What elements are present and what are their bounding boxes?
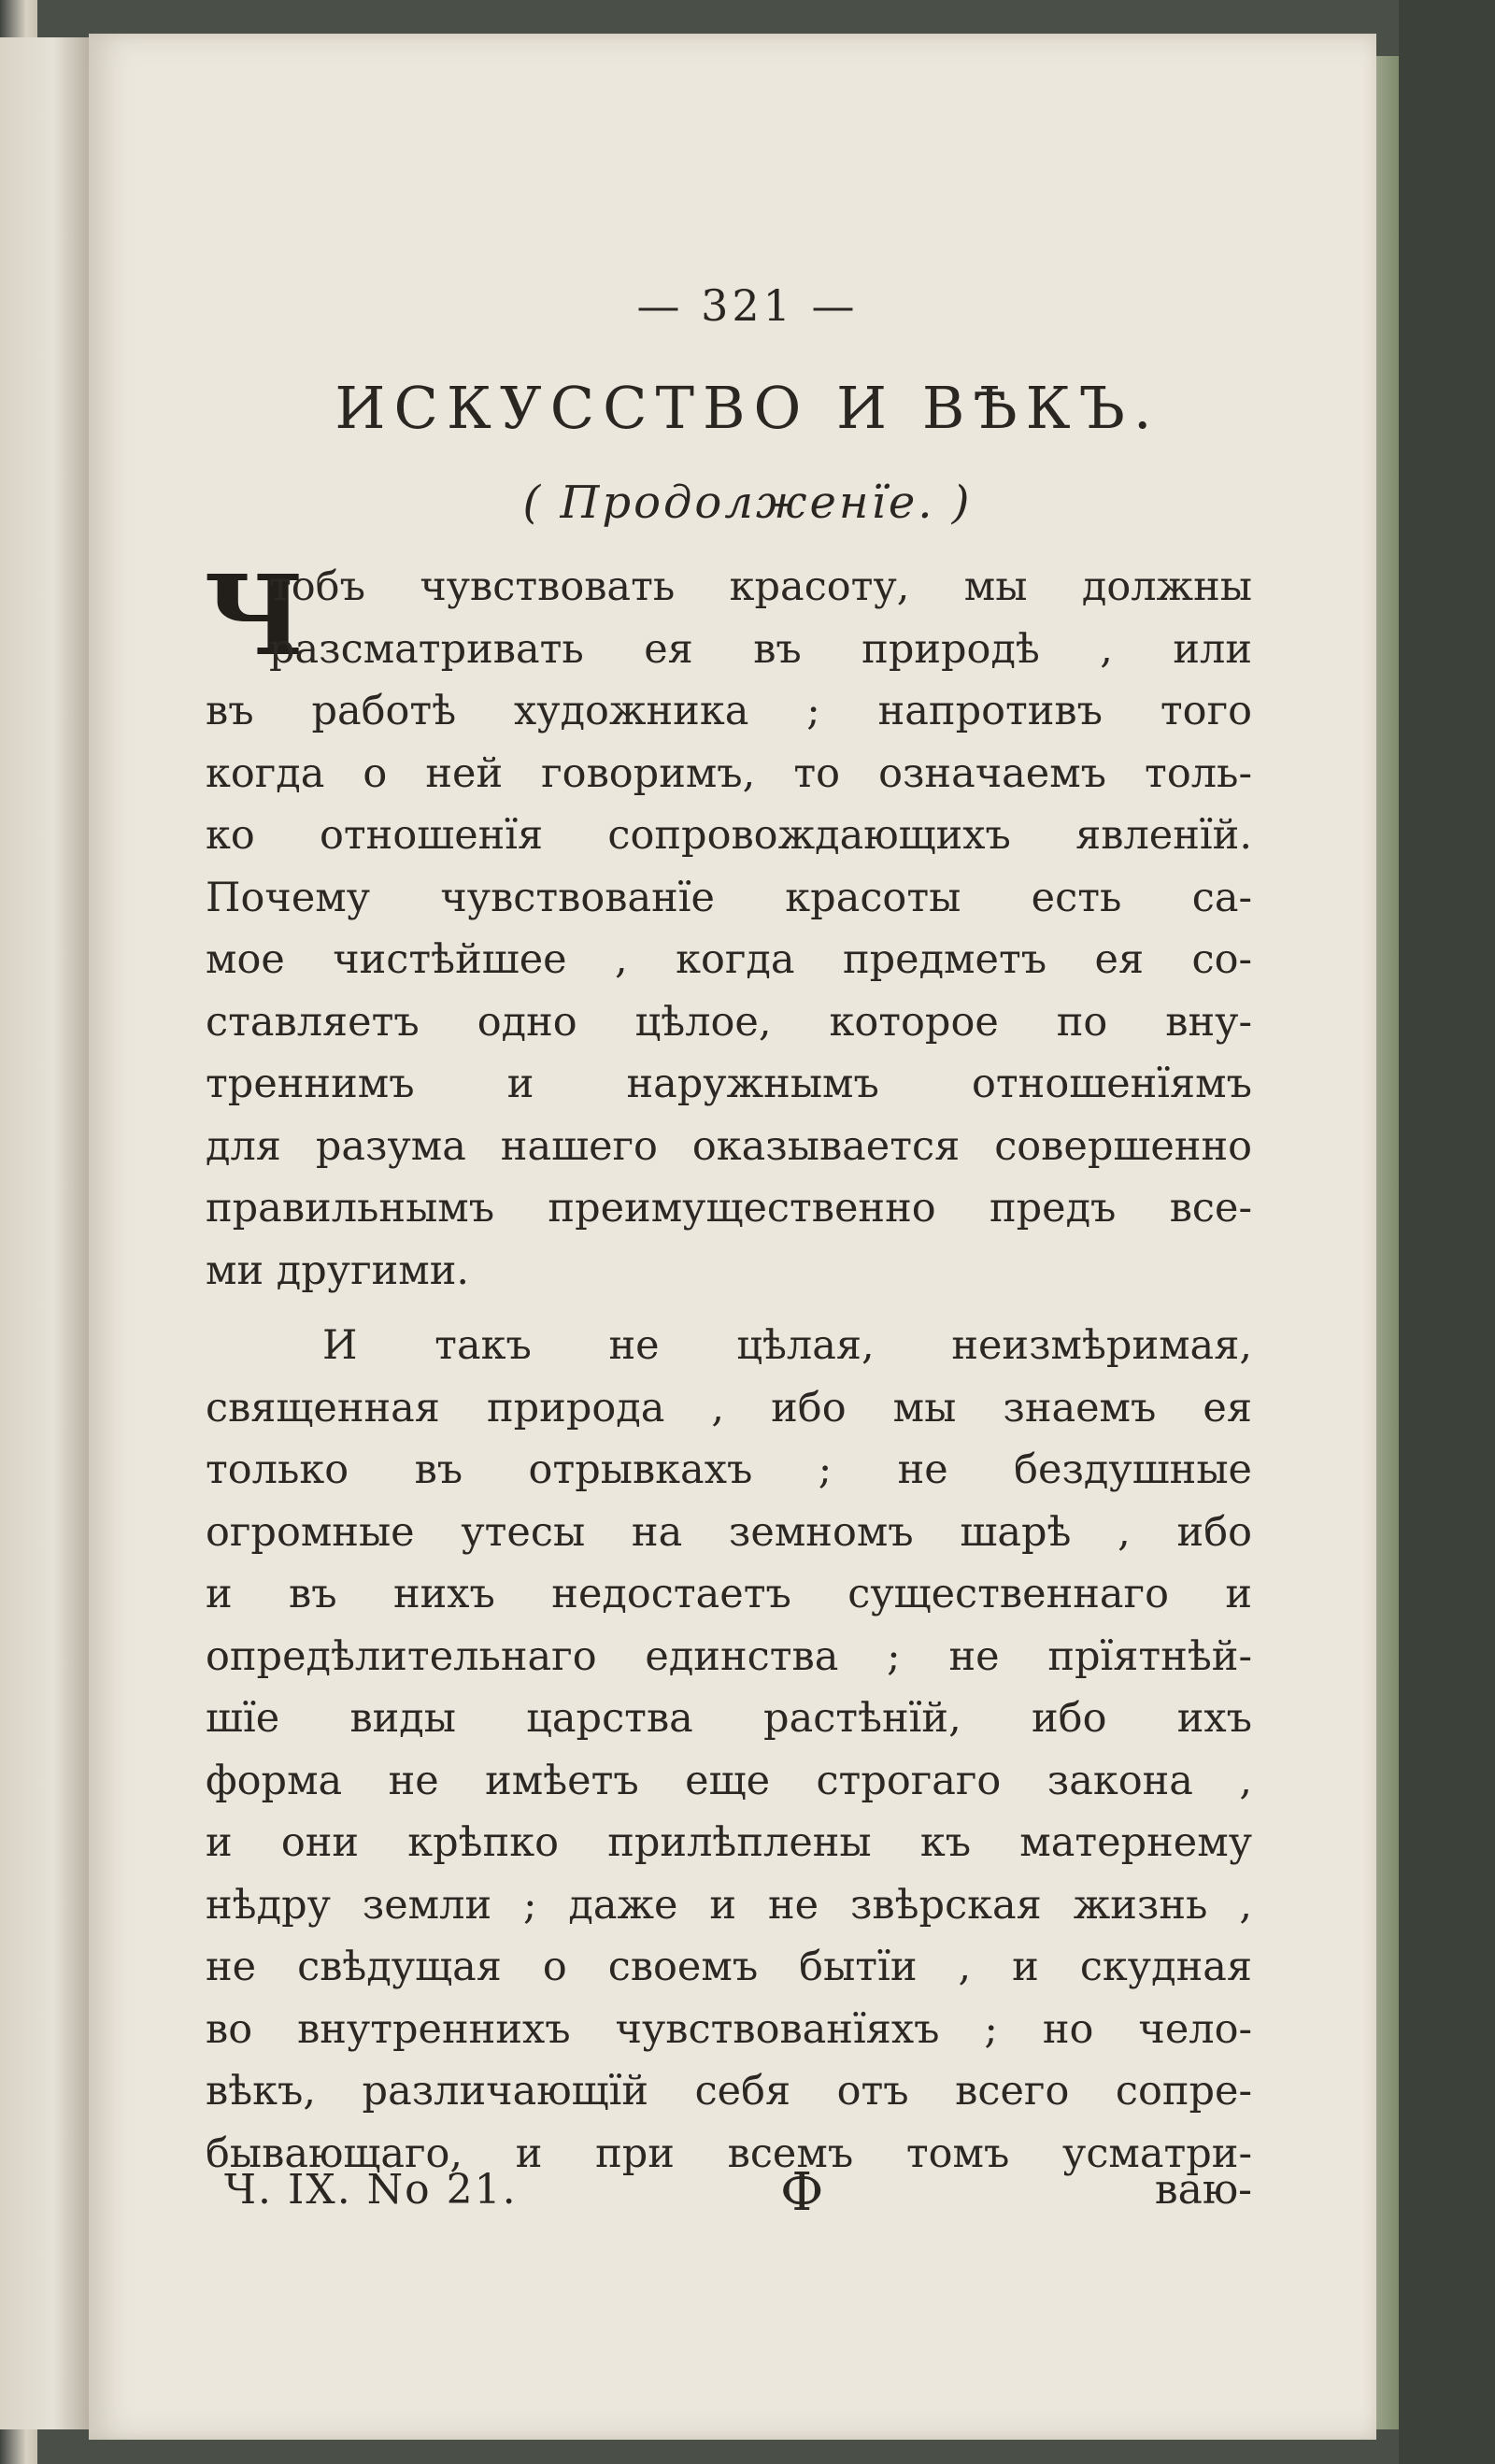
text-line: вѣкъ, различающїй себя отъ всего сопре- [206, 2068, 1252, 2115]
paragraph-gap [206, 1302, 1252, 1315]
text-line: ко отношенїя сопровождающихъ явленїй. [206, 812, 1252, 859]
text-line: не свѣдущая о своемъ бытїи , и скудная [206, 1944, 1252, 1990]
text-line: разсматривать ея въ природѣ , или [269, 625, 1252, 673]
signature-mark: Ч. IX. No 21. [224, 2166, 518, 2214]
text-line: и они крѣпко прилѣплены къ матернему [206, 1819, 1252, 1866]
text-line: когда о ней говоримъ, то означаемъ толь- [206, 749, 1252, 797]
text-line: шїе виды царства растѣнїй, ибо ихъ [206, 1695, 1252, 1742]
text-line: священная природа , ибо мы знаемъ ея [206, 1384, 1252, 1431]
text-line: только въ отрывкахъ ; не бездушные [206, 1446, 1252, 1493]
text-line: огромные утесы на земномъ шарѣ , ибо [206, 1508, 1252, 1556]
drop-cap: Ч [204, 550, 305, 680]
text-line: для разума нашего оказывается совершенно [206, 1122, 1252, 1170]
text-line: форма не имѣетъ еще строгаго закона , [206, 1757, 1252, 1804]
text-line: тобъ чувствовать красоту, мы должны [269, 563, 1252, 610]
text-line: нѣдру земли ; даже и не звѣрская жизнь , [206, 1881, 1252, 1929]
page-footer [206, 2162, 1252, 2228]
background [1399, 0, 1495, 2464]
text-line: И такъ не цѣлая, неизмѣримая, [322, 1322, 1252, 1369]
article-body [204, 550, 1252, 2185]
article-subtitle: ( Продолженїе. ) [522, 477, 973, 529]
text-line: Почему чувствованїе красоты есть са- [206, 874, 1252, 921]
text-line: ми другими. [206, 1246, 470, 1294]
text-line: во внутреннихъ чувствованїяхъ ; но чело- [206, 2005, 1252, 2053]
text-line: ставляетъ одно цѣлое, которое по вну- [206, 998, 1252, 1046]
text-line: въ работѣ художника ; напротивъ того [206, 688, 1252, 734]
text-line: и въ нихъ недостаетъ существеннаго и [206, 1571, 1252, 1617]
text-line: правильнымъ преимущественно предъ все- [206, 1185, 1252, 1232]
catchword: ваю- [1154, 2166, 1252, 2214]
text-line: треннимъ и наружнымъ отношенїямъ [206, 1061, 1252, 1107]
text-line: мое чистѣйшее , когда предметъ ея со- [206, 936, 1252, 983]
text-line: бывающаго, и при всемъ томъ усматри- [206, 2129, 1252, 2177]
text-line: опредѣлительнаго единства ; не прїятнѣй- [206, 1632, 1252, 1680]
page-number: — 321 — [636, 280, 859, 331]
article-title: ИСКУССТВО И ВѢКЪ. [335, 374, 1160, 442]
gathering-letter: Ф [780, 2162, 824, 2223]
